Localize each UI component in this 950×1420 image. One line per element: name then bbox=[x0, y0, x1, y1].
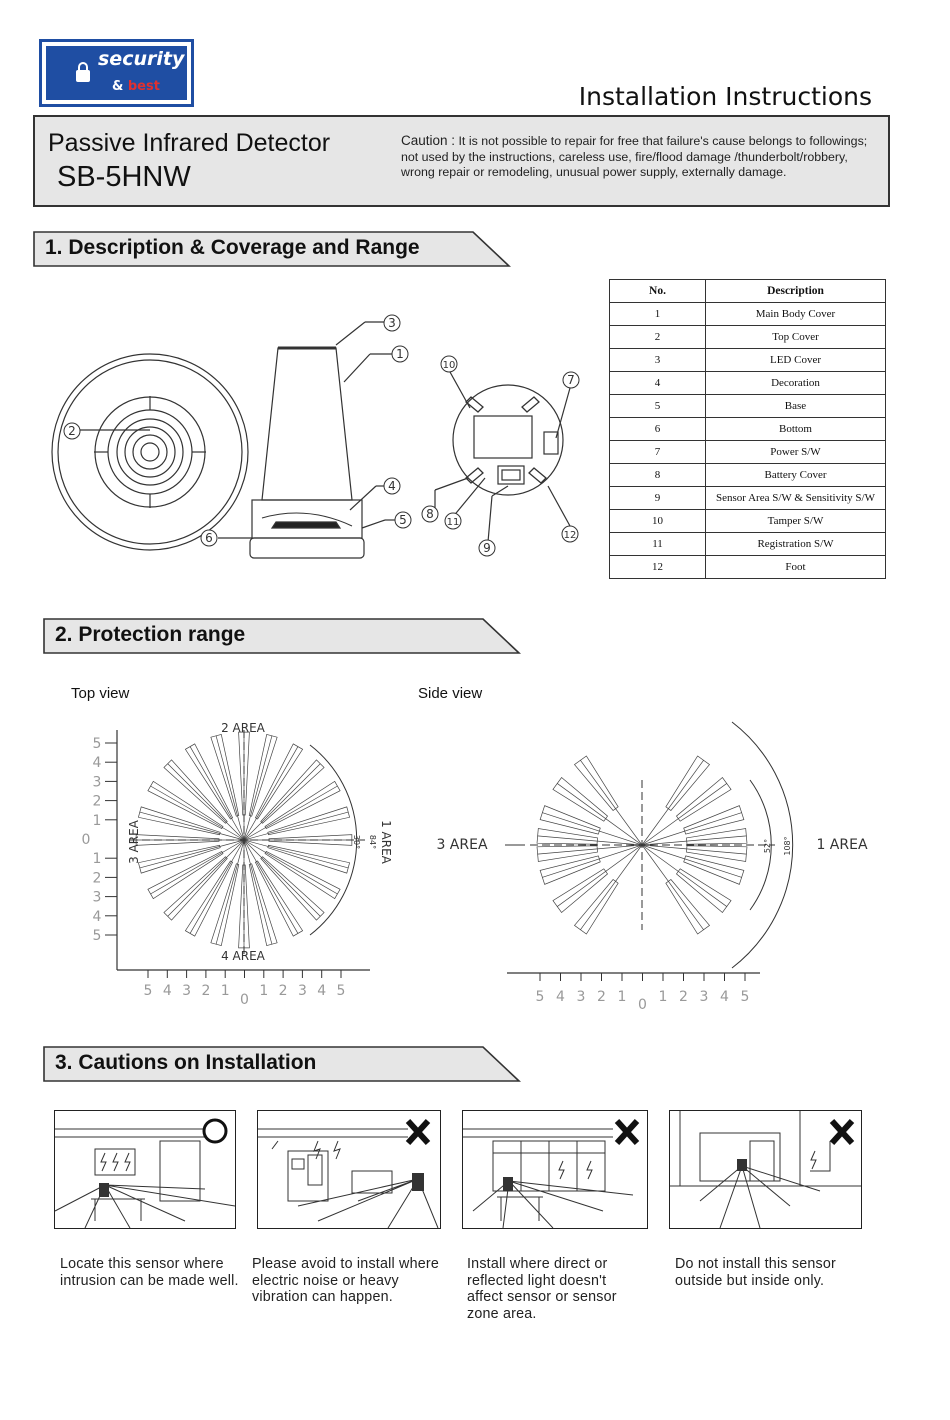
document-title: Installation Instructions bbox=[578, 82, 872, 111]
detection-ray bbox=[542, 845, 642, 877]
section-heading-2: 2. Protection range bbox=[43, 618, 521, 654]
section-heading-3: 3. Cautions on Installation bbox=[43, 1046, 521, 1082]
part-description: Bottom bbox=[706, 418, 886, 441]
detection-zone bbox=[574, 879, 618, 934]
model-name: SB-5HNW bbox=[57, 161, 191, 193]
section-heading-1: 1. Description & Coverage and Range bbox=[33, 231, 511, 267]
detection-ray bbox=[642, 783, 727, 845]
lock-body-icon bbox=[76, 70, 90, 82]
x-tick-label: 1 bbox=[259, 983, 269, 999]
caution-caption-2: Please avoid to install where electric noise or heavy vibration can happen. bbox=[252, 1256, 439, 1306]
caution-illustration-4 bbox=[669, 1110, 862, 1229]
x-tick-label: 3 bbox=[182, 983, 192, 999]
table-row bbox=[610, 395, 886, 418]
part-number: 8 bbox=[610, 464, 706, 487]
caution-illustration-3 bbox=[462, 1110, 648, 1229]
part-description: Top Cover bbox=[706, 326, 886, 349]
y-tick-label: 4 bbox=[92, 908, 102, 925]
part-number: 5 bbox=[610, 395, 706, 418]
parts-table bbox=[609, 279, 886, 579]
detection-ray bbox=[642, 813, 742, 845]
top-angle-outer: 84° bbox=[368, 834, 377, 850]
top-view-diagram bbox=[60, 710, 400, 1010]
top-view-label: Top view bbox=[71, 685, 130, 702]
table-row bbox=[610, 533, 886, 556]
detection-zone bbox=[666, 756, 710, 811]
y-tick-label: 2 bbox=[92, 793, 102, 810]
part-number: 2 bbox=[610, 326, 706, 349]
callout-12: 12 bbox=[563, 530, 577, 541]
detection-zone bbox=[553, 869, 608, 913]
part-number: 11 bbox=[610, 533, 706, 556]
caution-illustration-1 bbox=[54, 1110, 236, 1229]
x-tick-label: 0 bbox=[240, 992, 249, 1008]
callout-6: 6 bbox=[205, 531, 213, 545]
detection-ray bbox=[557, 783, 642, 845]
part-number: 3 bbox=[610, 349, 706, 372]
product-name: Passive Infrared Detector bbox=[48, 129, 331, 157]
side-x-tick-label: 3 bbox=[576, 989, 586, 1005]
area-2-label: 2 AREA bbox=[221, 721, 265, 735]
table-header-row bbox=[610, 280, 886, 303]
y-tick-label: 2 bbox=[92, 870, 102, 887]
top-angle-inner: 30° bbox=[352, 834, 361, 850]
x-tick-label: 4 bbox=[162, 983, 172, 999]
detection-zone bbox=[540, 856, 600, 884]
detection-zone bbox=[553, 777, 608, 821]
table-row bbox=[610, 441, 886, 464]
part-description: Sensor Area S/W & Sensitivity S/W bbox=[706, 487, 886, 510]
brand-logo bbox=[39, 39, 194, 107]
side-view-diagram bbox=[430, 710, 900, 1010]
y-tick-label: 1 bbox=[92, 812, 102, 829]
part-number: 7 bbox=[610, 441, 706, 464]
detection-zone bbox=[540, 806, 600, 834]
ng-mark-icon bbox=[832, 1121, 852, 1143]
part-description: Base bbox=[706, 395, 886, 418]
callout-9: 9 bbox=[483, 541, 491, 555]
detection-zone bbox=[574, 756, 618, 811]
callout-11: 11 bbox=[446, 517, 460, 528]
part-description: Battery Cover bbox=[706, 464, 886, 487]
side-x-tick-label: 4 bbox=[556, 989, 565, 1005]
detector-parts-drawing bbox=[40, 300, 600, 580]
y-tick-label: 0 bbox=[81, 832, 91, 848]
x-tick-label: 5 bbox=[336, 983, 346, 999]
side-area-1-label: 1 AREA bbox=[816, 837, 868, 853]
logo-line-2: & best bbox=[112, 79, 160, 94]
caution-caption-3: Install where direct or reflected light doesn't affect sensor or sensor zone area. bbox=[467, 1256, 617, 1322]
part-description: Main Body Cover bbox=[706, 303, 886, 326]
callout-4: 4 bbox=[388, 479, 396, 493]
part-description: Decoration bbox=[706, 372, 886, 395]
table-row bbox=[610, 372, 886, 395]
callout-3: 3 bbox=[388, 316, 396, 330]
detection-ray bbox=[642, 845, 727, 907]
y-tick-label: 5 bbox=[92, 928, 102, 944]
side-x-tick-label: 1 bbox=[658, 989, 668, 1005]
ok-mark-icon bbox=[204, 1120, 226, 1142]
ng-mark-icon bbox=[617, 1121, 637, 1143]
area-4-label: 4 AREA bbox=[221, 949, 265, 963]
col-header-no: No. bbox=[610, 280, 706, 303]
side-angle-inner: 52° bbox=[763, 838, 772, 854]
detection-zone bbox=[684, 856, 744, 884]
part-number: 6 bbox=[610, 418, 706, 441]
detection-ray bbox=[168, 840, 244, 916]
table-row bbox=[610, 349, 886, 372]
side-x-tick-label: 5 bbox=[740, 989, 750, 1005]
area-1-label: 1 AREA bbox=[379, 820, 393, 864]
part-number: 9 bbox=[610, 487, 706, 510]
part-number: 1 bbox=[610, 303, 706, 326]
table-row bbox=[610, 556, 886, 579]
detection-ray bbox=[642, 845, 742, 877]
side-x-tick-label: 1 bbox=[617, 989, 627, 1005]
table-row bbox=[610, 303, 886, 326]
side-x-tick-label: 4 bbox=[720, 989, 729, 1005]
part-number: 4 bbox=[610, 372, 706, 395]
x-tick-label: 1 bbox=[220, 983, 230, 999]
part-description: Power S/W bbox=[706, 441, 886, 464]
area-3-label: 3 AREA bbox=[127, 820, 141, 864]
x-tick-label: 5 bbox=[143, 983, 153, 999]
detection-ray bbox=[168, 764, 244, 840]
side-x-tick-label: 3 bbox=[699, 989, 709, 1005]
logo-line-1: security bbox=[98, 48, 185, 70]
side-x-tick-label: 0 bbox=[638, 997, 647, 1010]
callout-5: 5 bbox=[399, 513, 407, 527]
side-x-tick-label: 2 bbox=[679, 989, 688, 1005]
callout-2: 2 bbox=[68, 424, 76, 438]
y-tick-label: 3 bbox=[92, 774, 102, 791]
callout-10: 10 bbox=[442, 360, 456, 371]
callout-1: 1 bbox=[396, 347, 404, 361]
detection-zone bbox=[676, 777, 731, 821]
caution-caption-4: Do not install this sensor outside but inside only. bbox=[675, 1256, 836, 1289]
callout-7: 7 bbox=[567, 373, 575, 387]
table-row bbox=[610, 464, 886, 487]
detection-zone bbox=[684, 806, 744, 834]
y-tick-label: 5 bbox=[92, 736, 102, 752]
caution-illustration-2 bbox=[257, 1110, 441, 1229]
detection-ray bbox=[542, 813, 642, 845]
side-view-label: Side view bbox=[418, 685, 483, 702]
x-tick-label: 2 bbox=[278, 983, 288, 999]
caution-caption-1: Locate this sensor where intrusion can be made well. bbox=[60, 1256, 239, 1289]
part-description: Tamper S/W bbox=[706, 510, 886, 533]
table-row bbox=[610, 510, 886, 533]
y-tick-label: 1 bbox=[92, 851, 102, 868]
detection-ray bbox=[557, 845, 642, 907]
side-x-tick-label: 2 bbox=[597, 989, 606, 1005]
col-header-description: Description bbox=[706, 280, 886, 303]
side-x-tick-label: 5 bbox=[535, 989, 545, 1005]
side-area-3-label: 3 AREA bbox=[436, 837, 488, 853]
detection-ray bbox=[244, 840, 320, 916]
x-tick-label: 2 bbox=[201, 983, 211, 999]
part-description: LED Cover bbox=[706, 349, 886, 372]
y-tick-label: 3 bbox=[92, 889, 102, 906]
callout-8: 8 bbox=[426, 507, 434, 521]
part-number: 12 bbox=[610, 556, 706, 579]
part-description: Foot bbox=[706, 556, 886, 579]
detection-ray bbox=[244, 764, 320, 840]
ng-mark-icon bbox=[408, 1121, 428, 1143]
part-description: Registration S/W bbox=[706, 533, 886, 556]
product-header-box bbox=[33, 115, 890, 207]
x-tick-label: 4 bbox=[317, 983, 327, 999]
y-tick-label: 4 bbox=[92, 755, 102, 772]
detection-zone bbox=[666, 879, 710, 934]
side-angle-outer: 108° bbox=[783, 836, 792, 856]
table-row bbox=[610, 487, 886, 510]
table-row bbox=[610, 326, 886, 349]
x-tick-label: 3 bbox=[297, 983, 307, 999]
caution-text: Caution : It is not possible to repair for free that failure's cause belongs to followings; not used by the instructions, careless use, fire/flood damage /thunderbolt/robbery, wrong repair or remodeling, unusual power supply, externally damage. bbox=[401, 133, 868, 179]
part-number: 10 bbox=[610, 510, 706, 533]
detection-zone bbox=[676, 869, 731, 913]
table-row bbox=[610, 418, 886, 441]
